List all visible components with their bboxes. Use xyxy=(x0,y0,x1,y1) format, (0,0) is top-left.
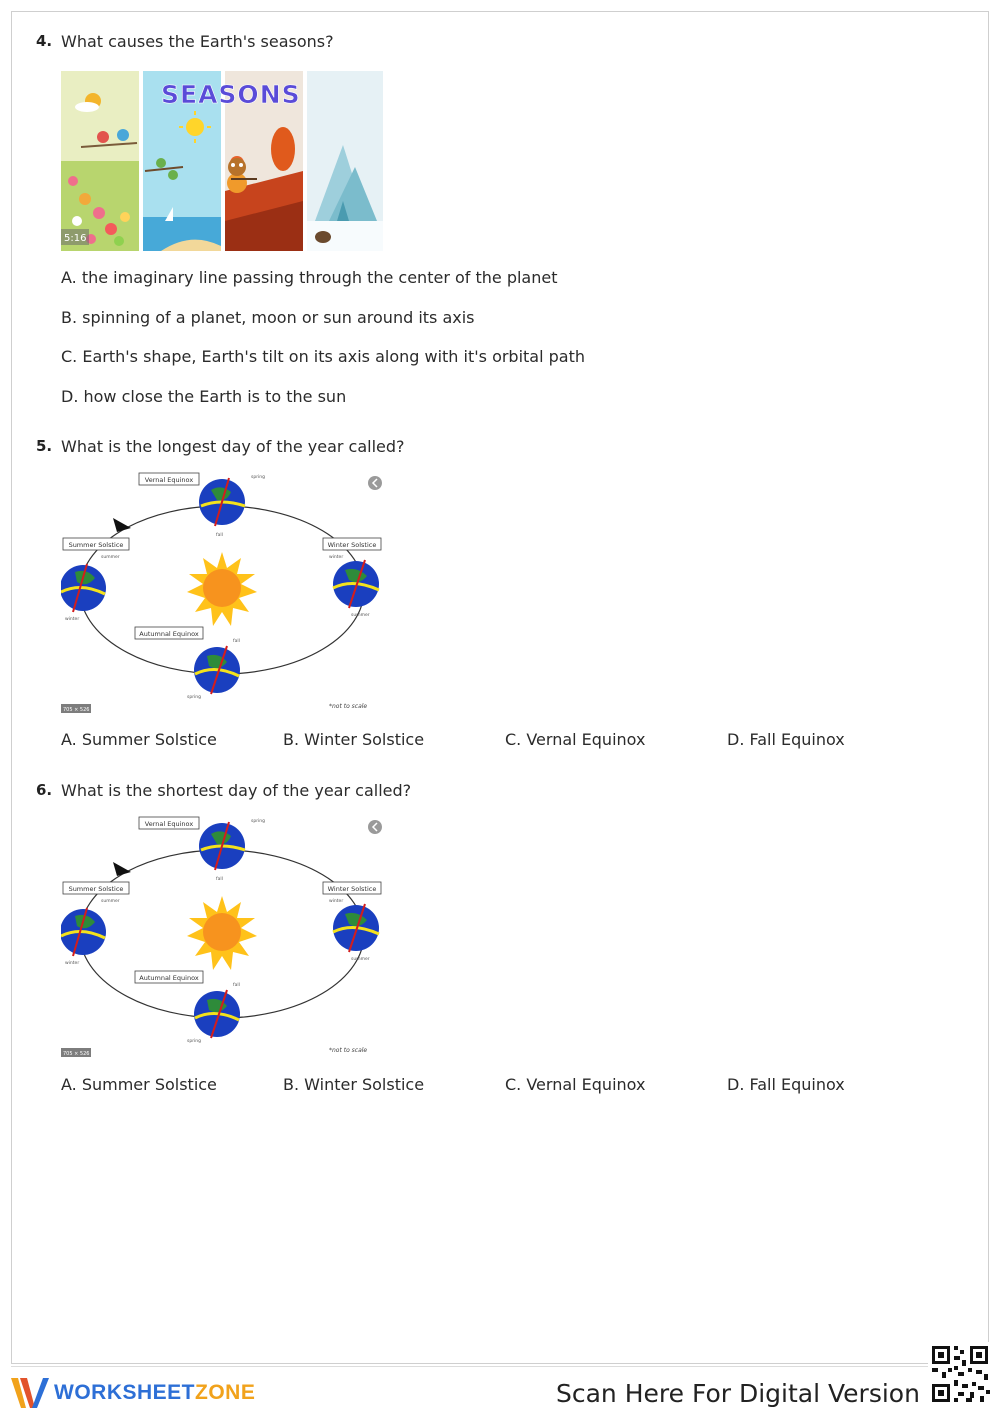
question-4-option-d[interactable]: D. how close the Earth is to the sun xyxy=(61,387,347,406)
label-autumnal-equinox: Autumnal Equinox xyxy=(139,630,199,638)
video-time-text: 5:16 xyxy=(64,233,87,244)
earth-right xyxy=(333,560,379,608)
question-6-option-c[interactable]: C. Vernal Equinox xyxy=(505,1075,646,1094)
question-5-option-a[interactable]: A. Summer Solstice xyxy=(61,730,217,749)
question-6-option-d[interactable]: D. Fall Equinox xyxy=(727,1075,845,1094)
question-6-option-a[interactable]: A. Summer Solstice xyxy=(61,1075,217,1094)
label-summer-left: summer xyxy=(101,899,120,904)
label-spring-top: spring xyxy=(251,819,266,824)
back-circle-icon[interactable] xyxy=(368,820,382,834)
label-summer-left: summer xyxy=(101,555,120,560)
question-4-option-a[interactable]: A. the imaginary line passing through the center of the planet xyxy=(61,268,558,287)
seasons-title: SEASONS xyxy=(161,80,301,109)
orbit-diagram-q6 xyxy=(61,814,383,1060)
label-vernal-equinox: Vernal Equinox xyxy=(144,820,194,828)
label-summer-right: summer xyxy=(351,957,370,962)
question-5-options xyxy=(61,730,921,754)
logo-w-icon xyxy=(10,1376,50,1410)
earth-top xyxy=(199,478,245,526)
earth-right xyxy=(333,904,379,952)
label-fall-bottom: fall xyxy=(233,983,240,988)
not-to-scale-note: *not to scale xyxy=(329,703,368,710)
earth-bottom xyxy=(194,646,240,694)
label-fall-top: fall xyxy=(216,533,223,538)
scan-here-text: Scan Here For Digital Version xyxy=(556,1379,920,1408)
orbit-arrow-icon xyxy=(113,862,131,876)
label-fall-bottom: fall xyxy=(233,639,240,644)
logo-text-zone: ZONE xyxy=(195,1381,256,1404)
earth-left xyxy=(61,564,106,612)
label-fall-top: fall xyxy=(216,877,223,882)
sun-icon xyxy=(187,552,257,626)
earth-bottom xyxy=(194,990,240,1038)
earth-left xyxy=(61,908,106,956)
label-winter-left: winter xyxy=(65,961,80,966)
question-6-option-b[interactable]: B. Winter Solstice xyxy=(283,1075,425,1094)
question-6-options xyxy=(61,1075,921,1099)
label-spring-bottom: spring xyxy=(187,1039,202,1044)
label-summer-solstice: Summer Solstice xyxy=(68,541,124,549)
back-circle-icon[interactable] xyxy=(368,476,382,490)
question-5-option-b[interactable]: B. Winter Solstice xyxy=(283,730,425,749)
label-summer-solstice: Summer Solstice xyxy=(68,885,124,893)
label-winter-solstice: Winter Solstice xyxy=(327,541,377,549)
label-spring-top: spring xyxy=(251,475,266,480)
worksheetzone-logo[interactable] xyxy=(10,1376,255,1410)
label-winter-left: winter xyxy=(65,617,80,622)
size-badge: 705 × 526 xyxy=(63,1051,90,1057)
question-4-number: 4. xyxy=(36,32,53,50)
label-spring-bottom: spring xyxy=(187,695,202,700)
footer-divider xyxy=(11,1366,989,1367)
qr-code-icon[interactable] xyxy=(928,1342,992,1406)
label-winter-right: winter xyxy=(329,899,344,904)
label-autumnal-equinox: Autumnal Equinox xyxy=(139,974,199,982)
question-4-option-b[interactable]: B. spinning of a planet, moon or sun around its axis xyxy=(61,308,475,327)
sun-icon xyxy=(187,896,257,970)
question-5-option-d[interactable]: D. Fall Equinox xyxy=(727,730,845,749)
label-winter-solstice: Winter Solstice xyxy=(327,885,377,893)
question-4-option-c[interactable]: C. Earth's shape, Earth's tilt on its axis along with it's orbital path xyxy=(61,347,586,366)
question-6-text: What is the shortest day of the year called? xyxy=(61,781,412,800)
label-winter-right: winter xyxy=(329,555,344,560)
question-4-text: What causes the Earth's seasons? xyxy=(61,32,334,51)
size-badge: 705 × 526 xyxy=(63,707,90,713)
seasons-image xyxy=(61,71,383,251)
orbit-arrow-icon xyxy=(113,518,131,532)
question-5-number: 5. xyxy=(36,437,53,455)
question-5-text: What is the longest day of the year called? xyxy=(61,437,405,456)
question-5-option-c[interactable]: C. Vernal Equinox xyxy=(505,730,646,749)
earth-top xyxy=(199,822,245,870)
label-vernal-equinox: Vernal Equinox xyxy=(144,476,194,484)
orbit-diagram-q5 xyxy=(61,470,383,716)
label-summer-right: summer xyxy=(351,613,370,618)
question-6-number: 6. xyxy=(36,781,53,799)
logo-text-worksheet: WORKSHEET xyxy=(54,1381,195,1404)
logo-text xyxy=(54,1381,255,1405)
not-to-scale-note: *not to scale xyxy=(329,1047,368,1054)
